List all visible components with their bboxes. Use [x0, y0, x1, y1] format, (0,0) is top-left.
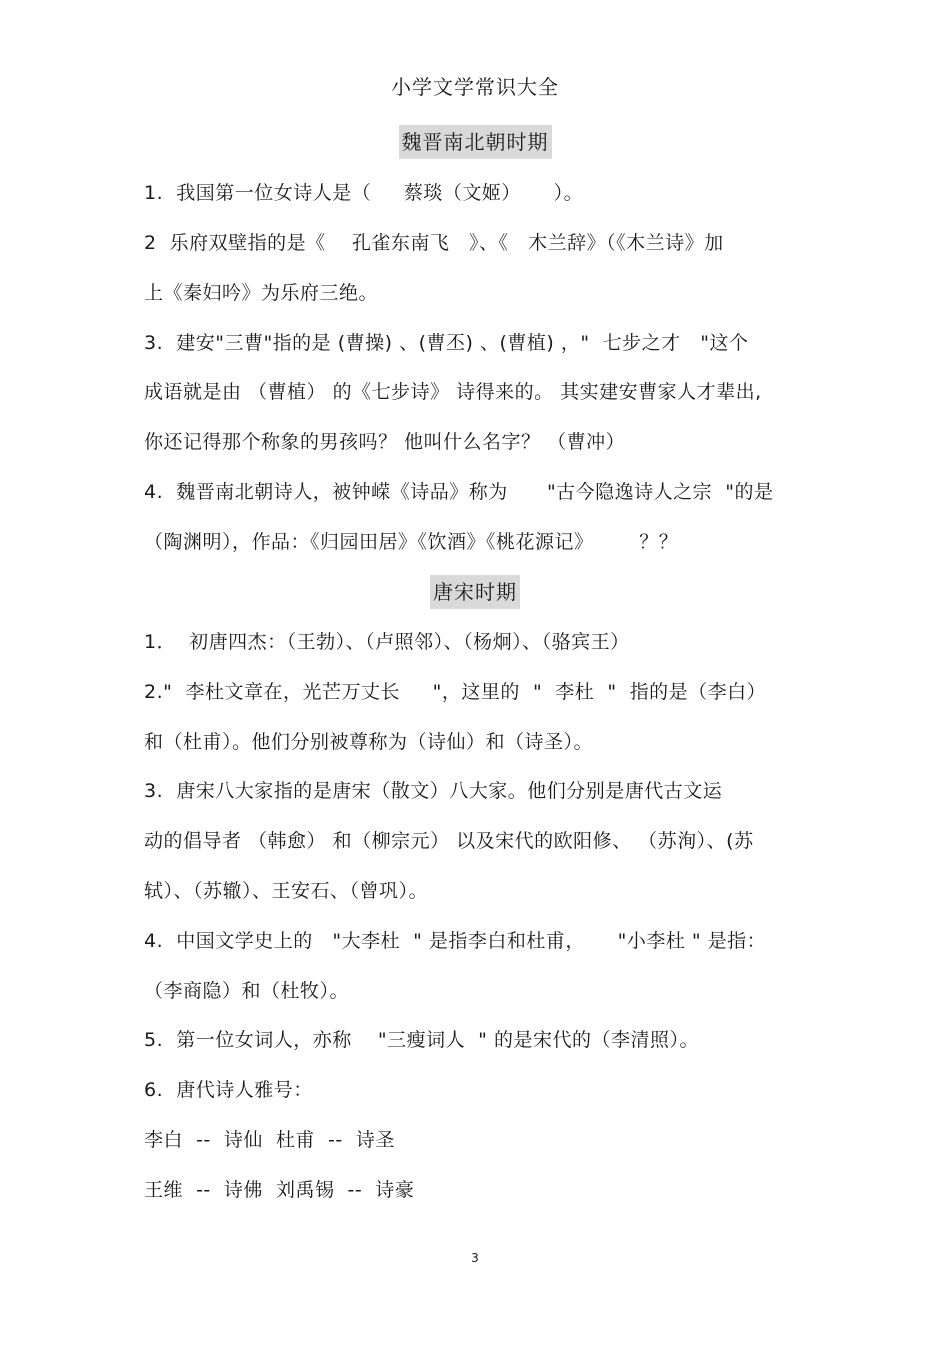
text-line: 你还记得那个称象的男孩吗？ 他叫什么名字？ （曹冲） [144, 431, 626, 453]
section-heading-tangsong [0, 575, 950, 609]
text-line: 2 乐府双壁指的是《 孔雀东南飞 》、《 木兰辞》（《木兰诗》加 [144, 232, 724, 254]
text-line: 6. 唐代诗人雅号： [144, 1079, 313, 1101]
page-number: 3 [471, 1251, 479, 1265]
text-line: 李白 -- 诗仙 杜甫 -- 诗圣 [144, 1129, 395, 1151]
text-line: 4. 魏晋南北朝诗人，被钟嵘《诗品》称为 "古今隐逸诗人之宗 "的是 [144, 481, 774, 503]
text-line: 轼）、（苏辙）、王安石、（曾巩）。 [144, 880, 429, 902]
text-line: 5. 第一位女词人，亦称 "三瘦词人 " 的是宋代的（李清照）。 [144, 1029, 699, 1051]
text-line: 2." 李杜文章在，光芒万丈长 "，这里的 " 李杜 " 指的是（李白） [144, 681, 767, 703]
text-line: 3. 建安"三曹"指的是 (曹操) 、(曹丕) 、(曹植) ，" 七步之才 "这个 [144, 332, 749, 354]
section-heading-weijin-label: 魏晋南北朝时期 [399, 125, 552, 159]
section-heading-weijin [0, 125, 950, 159]
text-line: 和（杜甫）。他们分别被尊称为（诗仙）和（诗圣）。 [144, 731, 594, 753]
text-line: 王维 -- 诗佛 刘禹锡 -- 诗豪 [144, 1179, 415, 1201]
text-line: 上《秦妇吟》为乐府三绝。 [144, 282, 379, 304]
text-line: （李商隐）和（杜牧）。 [144, 980, 350, 1002]
section-heading-tangsong-label: 唐宋时期 [430, 575, 520, 609]
text-line: 成语就是由 （曹植） 的《七步诗》 诗得来的。 其实建安曹家人才辈出, [144, 381, 762, 403]
text-line: 动的倡导者 （韩愈） 和（柳宗元） 以及宋代的欧阳修、 （苏洵）、(苏 [144, 830, 754, 852]
text-line: 1. 我国第一位女诗人是（ 蔡琰（文姬） ）。 [144, 182, 584, 204]
text-line: 3. 唐宋八大家指的是唐宋（散文）八大家。他们分别是唐代古文运 [144, 780, 723, 802]
document-title: 小学文学常识大全 [391, 75, 559, 99]
text-line: （陶渊明），作品：《归园田居》《饮酒》《桃花源记》 ？？ [144, 531, 679, 553]
text-line: 1． 初唐四杰：（王勃）、（卢照邻）、（杨炯）、（骆宾王） [144, 631, 630, 653]
text-line: 4. 中国文学史上的 "大李杜 " 是指李白和杜甫， "小李杜 " 是指： [144, 930, 767, 952]
